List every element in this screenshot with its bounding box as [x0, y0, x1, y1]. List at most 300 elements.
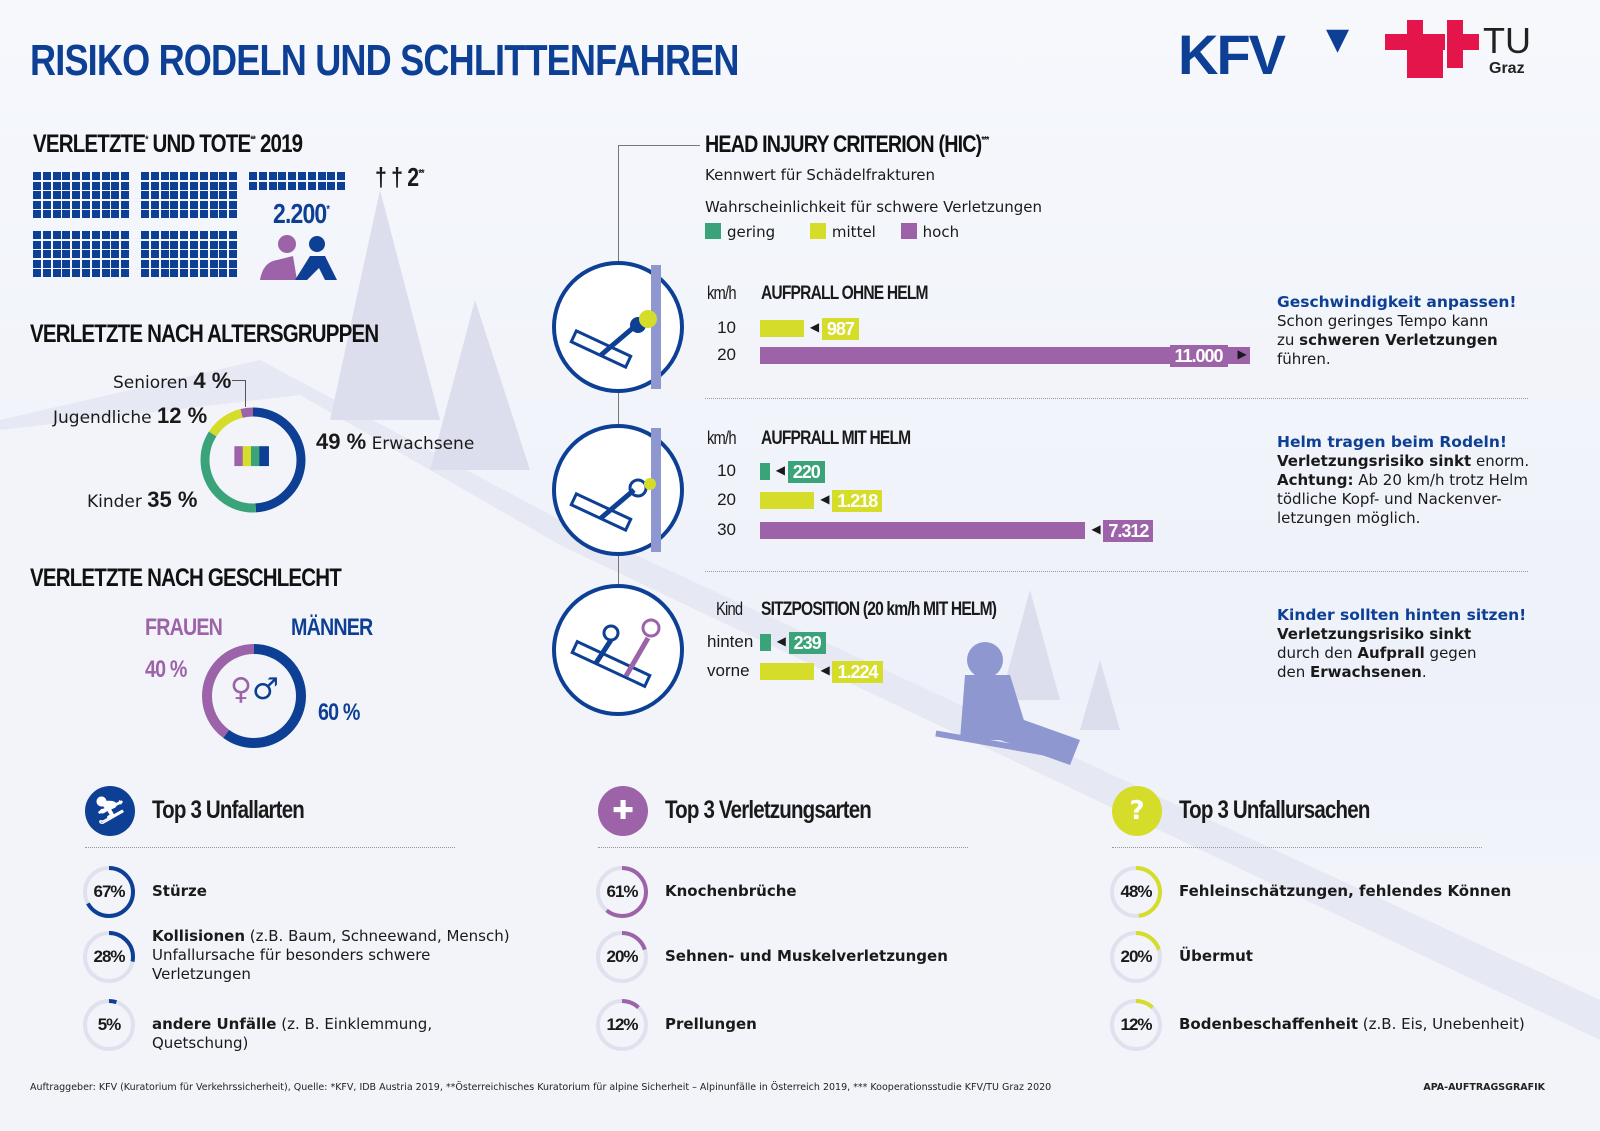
age-label-senioren: Senioren 4 %	[113, 368, 232, 393]
page-title: RISIKO RODELN UND SCHLITTENFAHREN	[30, 36, 739, 85]
injured-square	[62, 231, 70, 239]
injured-square	[161, 241, 169, 249]
injured-square	[53, 260, 61, 268]
kfv-logo: KFV ▼	[1178, 22, 1350, 86]
panel-note-heading: Geschwindigkeit anpassen!	[1277, 293, 1517, 311]
panel-note-line: Achtung: Ab 20 km/h trotz Helm	[1277, 471, 1528, 489]
eagle-icon: ▼	[1326, 22, 1350, 57]
injured-square	[141, 201, 149, 209]
injured-square	[141, 231, 149, 239]
injured-square	[92, 231, 100, 239]
injured-square	[72, 172, 80, 180]
injured-square	[111, 172, 119, 180]
injured-square	[43, 260, 51, 268]
injured-square	[180, 231, 188, 239]
panel-note-line: Schon geringes Tempo kann	[1277, 312, 1489, 330]
injured-square	[102, 172, 110, 180]
injured-square	[200, 191, 208, 199]
injured-square	[72, 241, 80, 249]
injured-square	[190, 201, 198, 209]
injured-square	[161, 210, 169, 218]
footer-credit: APA-AUFTRAGSGRAFIK	[1423, 1082, 1545, 1093]
injured-square	[170, 231, 178, 239]
injured-square	[111, 250, 119, 258]
arrow-icon: ◀	[1091, 522, 1101, 536]
injured-square	[62, 269, 70, 277]
injured-square	[190, 231, 198, 239]
panel-note-line: Verletzungsrisiko sinkt enorm.	[1277, 452, 1530, 470]
injured-square	[33, 241, 41, 249]
cross-icon: † †	[375, 162, 403, 192]
injured-square	[161, 191, 169, 199]
injured-square	[190, 172, 198, 180]
hic-bar	[760, 492, 814, 509]
injured-square	[121, 269, 129, 277]
injured-square	[210, 210, 218, 218]
injured-square	[82, 241, 90, 249]
injured-square	[82, 201, 90, 209]
injured-square	[337, 172, 345, 180]
injured-square	[219, 241, 227, 249]
injured-person-icon: ✚	[598, 786, 648, 836]
bar-row-label: hinten	[707, 632, 754, 651]
injured-square	[249, 172, 257, 180]
percent-label: 20%	[1120, 947, 1152, 966]
injured-square	[210, 231, 218, 239]
top3-item: Prellungen	[665, 1015, 757, 1033]
sledding-crash-icon: ⛷	[85, 786, 135, 836]
injured-square	[82, 250, 90, 258]
injured-square	[82, 182, 90, 190]
percent-label: 28%	[93, 947, 125, 966]
injured-square	[210, 269, 218, 277]
injured-square	[102, 210, 110, 218]
injured-square	[111, 201, 119, 209]
injured-square	[219, 201, 227, 209]
top3-item: Übermut	[1179, 947, 1253, 965]
panel-note	[1277, 606, 1577, 682]
injured-square	[82, 269, 90, 277]
injured-square	[72, 182, 80, 190]
injured-square	[82, 210, 90, 218]
injured-square	[229, 260, 237, 268]
panel-note-line: zu schweren Verletzungen	[1277, 331, 1498, 349]
injured-square	[170, 201, 178, 209]
percent-label: 61%	[606, 882, 638, 901]
divider	[705, 571, 1528, 572]
injured-square	[161, 201, 169, 209]
injured-square	[102, 182, 110, 190]
percent-ring	[1109, 865, 1163, 919]
injured-square	[200, 241, 208, 249]
injured-square	[72, 269, 80, 277]
top3-item: Kollisionen (z.B. Baum, Schneewand, Mensch) Unfallursache für besonders schwere Verletzungen	[152, 927, 510, 983]
injured-square	[141, 191, 149, 199]
injured-square	[43, 250, 51, 258]
injured-square	[151, 172, 159, 180]
injured-square	[161, 231, 169, 239]
injured-square	[170, 172, 178, 180]
arrow-icon: ◀	[776, 634, 786, 648]
injured-square	[43, 191, 51, 199]
top3-item: andere Unfälle (z. B. Einklemmung, Quetschung)	[152, 1015, 433, 1052]
family-icon: ▮▮▮▮	[232, 440, 266, 470]
injured-square	[92, 210, 100, 218]
injured-square	[121, 241, 129, 249]
deaths-count: † † 2**	[375, 162, 424, 192]
top3-heading: Top 3 Verletzungsarten	[665, 796, 871, 824]
injured-square	[327, 172, 335, 180]
injured-square	[102, 241, 110, 249]
injured-square	[72, 260, 80, 268]
top3-heading: Top 3 Unfallarten	[152, 796, 304, 824]
divider	[705, 398, 1528, 399]
injured-square	[102, 191, 110, 199]
top3-item: Fehleinschätzungen, fehlendes Können	[1179, 882, 1512, 900]
injured-square	[200, 231, 208, 239]
injured-square	[82, 260, 90, 268]
injured-square	[82, 191, 90, 199]
panel-title: SITZPOSITION (20 km/h MIT HELM)	[761, 599, 997, 620]
percent-ring	[595, 998, 649, 1052]
injured-square	[43, 201, 51, 209]
injured-heading: VERLETZTE* UND TOTE** 2019	[33, 130, 303, 158]
injured-square	[92, 241, 100, 249]
injured-square	[269, 172, 277, 180]
percent-ring	[82, 930, 136, 984]
injured-square	[53, 269, 61, 277]
injured-square	[141, 269, 149, 277]
divider	[85, 847, 455, 848]
hic-bar	[760, 320, 804, 337]
injured-square	[308, 182, 316, 190]
injured-square	[318, 172, 326, 180]
injured-square	[62, 191, 70, 199]
woman-man-icon: ♀♂	[230, 672, 279, 707]
injured-square	[219, 191, 227, 199]
injured-square	[190, 250, 198, 258]
injured-square	[229, 201, 237, 209]
injured-square	[229, 191, 237, 199]
percent-label: 12%	[1120, 1015, 1152, 1034]
injured-square	[141, 241, 149, 249]
sled-impact-helmet-illustration	[552, 424, 684, 556]
injured-square	[33, 182, 41, 190]
injured-square	[210, 172, 218, 180]
injured-square	[180, 172, 188, 180]
injured-square	[298, 182, 306, 190]
injured-square	[72, 210, 80, 218]
bar-row-label: 10	[717, 461, 736, 480]
injured-square	[102, 231, 110, 239]
hic-value-label: 1.224	[832, 661, 882, 683]
injured-square	[43, 210, 51, 218]
injured-square	[318, 182, 326, 190]
injured-square	[200, 172, 208, 180]
injured-square	[33, 231, 41, 239]
injured-square	[141, 182, 149, 190]
injured-square	[53, 210, 61, 218]
injured-square	[288, 182, 296, 190]
legend-item-gering: gering	[705, 223, 775, 241]
injured-square	[33, 210, 41, 218]
injured-square	[111, 241, 119, 249]
injured-square	[92, 182, 100, 190]
injured-square	[229, 182, 237, 190]
top3-item: Stürze	[152, 882, 207, 900]
injured-square	[170, 241, 178, 249]
injured-square	[190, 191, 198, 199]
injured-square	[210, 191, 218, 199]
injured-square	[327, 182, 335, 190]
hic-subtitle: Kennwert für Schädelfrakturen	[705, 166, 936, 184]
injured-square	[151, 250, 159, 258]
footer-source: Auftraggeber: KFV (Kuratorium für Verkehrssicherheit), Quelle: *KFV, IDB Austria 2019, **Österreichisches Kuratorium für alpine Sicherheit – Alpinunfälle in Österreich 2019, *** Kooperationsstudie KFV/TU Graz 2020	[30, 1082, 1052, 1093]
injured-square	[33, 191, 41, 199]
injured-square	[92, 260, 100, 268]
injured-square	[92, 172, 100, 180]
panel-note-line: durch den Aufprall gegen	[1277, 644, 1477, 662]
injured-square	[33, 269, 41, 277]
percent-ring	[595, 865, 649, 919]
injured-square	[43, 269, 51, 277]
injured-square	[43, 182, 51, 190]
injured-square	[111, 260, 119, 268]
hic-bar	[760, 463, 770, 480]
injured-square	[229, 269, 237, 277]
gender-heading: VERLETZTE NACH GESCHLECHT	[30, 564, 341, 592]
injured-square	[111, 182, 119, 190]
bar-row-label: 30	[717, 520, 736, 539]
injured-square	[33, 172, 41, 180]
injured-square	[200, 210, 208, 218]
injured-square	[190, 241, 198, 249]
injured-square	[190, 260, 198, 268]
injured-square	[180, 210, 188, 218]
connector-line	[618, 555, 619, 585]
hic-value-label: 239	[789, 632, 826, 654]
injured-square	[200, 250, 208, 258]
injured-square	[111, 191, 119, 199]
bar-row-label: 10	[717, 318, 736, 337]
injured-square	[151, 231, 159, 239]
sitting-position-illustration	[552, 584, 684, 716]
injured-square	[62, 172, 70, 180]
injured-square	[259, 172, 267, 180]
top3-item: Knochenbrüche	[665, 882, 797, 900]
injured-square	[62, 260, 70, 268]
panel-note-line: letzungen möglich.	[1277, 509, 1421, 527]
injured-people-icon	[255, 232, 340, 282]
injured-square	[170, 260, 178, 268]
injured-square	[53, 191, 61, 199]
injured-square	[121, 210, 129, 218]
panel-note	[1277, 293, 1577, 369]
injured-square	[151, 210, 159, 218]
hic-bar	[760, 663, 814, 680]
injured-square	[43, 172, 51, 180]
injured-square	[180, 191, 188, 199]
arrow-icon: ◀	[820, 663, 830, 677]
injured-square	[219, 260, 227, 268]
injured-square	[229, 241, 237, 249]
percent-label: 5%	[97, 1015, 121, 1034]
injured-square	[111, 231, 119, 239]
injured-square	[180, 260, 188, 268]
hic-heading: HEAD INJURY CRITERION (HIC)***	[705, 131, 989, 158]
percent-ring	[82, 998, 136, 1052]
injured-square	[180, 241, 188, 249]
injured-square	[102, 250, 110, 258]
injured-square	[121, 260, 129, 268]
age-label-erwachsene: 49 % Erwachsene	[316, 429, 475, 454]
injured-square	[151, 182, 159, 190]
injured-square	[82, 231, 90, 239]
injured-square	[151, 201, 159, 209]
injured-square	[92, 201, 100, 209]
injured-square	[200, 182, 208, 190]
injured-square	[200, 260, 208, 268]
injured-square	[278, 182, 286, 190]
injured-square	[219, 269, 227, 277]
injured-square	[190, 269, 198, 277]
injured-square	[43, 241, 51, 249]
tu-graz-logo: TU Graz	[1385, 20, 1545, 80]
injured-square	[161, 172, 169, 180]
injured-square	[190, 210, 198, 218]
injured-square	[298, 172, 306, 180]
injured-square	[121, 231, 129, 239]
injured-square	[33, 250, 41, 258]
injured-square	[141, 250, 149, 258]
arrow-icon: ▶	[1237, 347, 1247, 361]
hic-value-label: 11.000	[1170, 345, 1228, 367]
percent-ring	[1109, 998, 1163, 1052]
injured-square	[121, 250, 129, 258]
top3-item: Bodenbeschaffenheit (z.B. Eis, Unebenheit)	[1179, 1015, 1525, 1033]
injured-square	[141, 260, 149, 268]
injured-square	[141, 210, 149, 218]
injured-square	[102, 260, 110, 268]
hic-value-label: 7.312	[1103, 520, 1153, 542]
panel-title: AUFPRALL OHNE HELM	[761, 283, 928, 304]
injured-square	[219, 250, 227, 258]
injured-square	[170, 191, 178, 199]
injured-square	[141, 172, 149, 180]
injured-square	[82, 172, 90, 180]
injured-square	[190, 182, 198, 190]
injured-square	[62, 182, 70, 190]
injured-square	[229, 172, 237, 180]
injured-square	[210, 250, 218, 258]
injured-square	[170, 210, 178, 218]
hic-value-label: 987	[822, 318, 859, 340]
injured-square	[337, 182, 345, 190]
bar-row-label: vorne	[707, 661, 750, 680]
injured-square	[278, 172, 286, 180]
injured-square	[121, 172, 129, 180]
injured-square	[161, 250, 169, 258]
injured-square	[161, 269, 169, 277]
injured-square	[53, 182, 61, 190]
injured-square	[92, 250, 100, 258]
injured-square	[210, 260, 218, 268]
panel-unit: Kind	[716, 599, 743, 619]
divider	[1112, 847, 1482, 848]
sled-impact-no-helmet-illustration	[552, 261, 684, 393]
injured-square	[111, 269, 119, 277]
injured-square	[72, 191, 80, 199]
panel-note-heading: Helm tragen beim Rodeln!	[1277, 433, 1507, 451]
bar-row-label: 20	[717, 490, 736, 509]
injured-square	[249, 182, 257, 190]
panel-note-line: den Erwachsenen.	[1277, 663, 1427, 681]
panel-note-line: tödliche Kopf- und Nackenver-	[1277, 490, 1502, 508]
injured-square	[102, 201, 110, 209]
arrow-icon: ◀	[809, 320, 820, 334]
injured-square	[219, 231, 227, 239]
legend-item-hoch: hoch	[901, 223, 959, 241]
panel-unit: km/h	[707, 428, 736, 448]
connector-line	[618, 390, 619, 425]
legend	[705, 223, 959, 241]
arrow-icon: ◀	[775, 463, 786, 477]
injured-square	[269, 182, 277, 190]
injured-square	[170, 250, 178, 258]
hic-bar	[760, 634, 771, 651]
injured-square	[219, 172, 227, 180]
injured-square	[180, 250, 188, 258]
injured-square	[62, 250, 70, 258]
panel-title: AUFPRALL MIT HELM	[761, 428, 911, 449]
hic-bar	[760, 522, 1085, 539]
injured-square	[259, 182, 267, 190]
injured-square	[229, 250, 237, 258]
injured-square	[111, 210, 119, 218]
injured-square	[151, 269, 159, 277]
injured-square	[72, 250, 80, 258]
injured-square	[121, 201, 129, 209]
injured-square	[43, 231, 51, 239]
panel-note-line: Verletzungsrisiko sinkt	[1277, 625, 1472, 643]
injured-square	[53, 241, 61, 249]
injured-square	[180, 201, 188, 209]
age-heading: VERLETZTE NACH ALTERSGRUPPEN	[30, 320, 379, 348]
hic-value-label: 1.218	[832, 490, 882, 512]
injured-square	[219, 182, 227, 190]
injured-square	[53, 250, 61, 258]
divider	[598, 847, 968, 848]
injured-square	[151, 191, 159, 199]
gender-label-maenner: MÄNNER	[291, 614, 373, 641]
injured-square	[102, 269, 110, 277]
injured-square	[53, 231, 61, 239]
percent-label: 48%	[1120, 882, 1152, 901]
injured-square	[33, 260, 41, 268]
legend-item-mittel: mittel	[810, 223, 876, 241]
top3-item: Sehnen- und Muskelverletzungen	[665, 947, 948, 965]
percent-label: 12%	[606, 1015, 638, 1034]
injured-square	[229, 210, 237, 218]
legend-title: Wahrscheinlichkeit für schwere Verletzungen	[705, 198, 1043, 216]
injured-square	[170, 269, 178, 277]
panel-note-line: führen.	[1277, 350, 1331, 368]
injured-square	[121, 182, 129, 190]
hic-value-label: 220	[788, 461, 825, 483]
injured-square	[200, 269, 208, 277]
injured-square	[161, 182, 169, 190]
injured-square	[288, 172, 296, 180]
